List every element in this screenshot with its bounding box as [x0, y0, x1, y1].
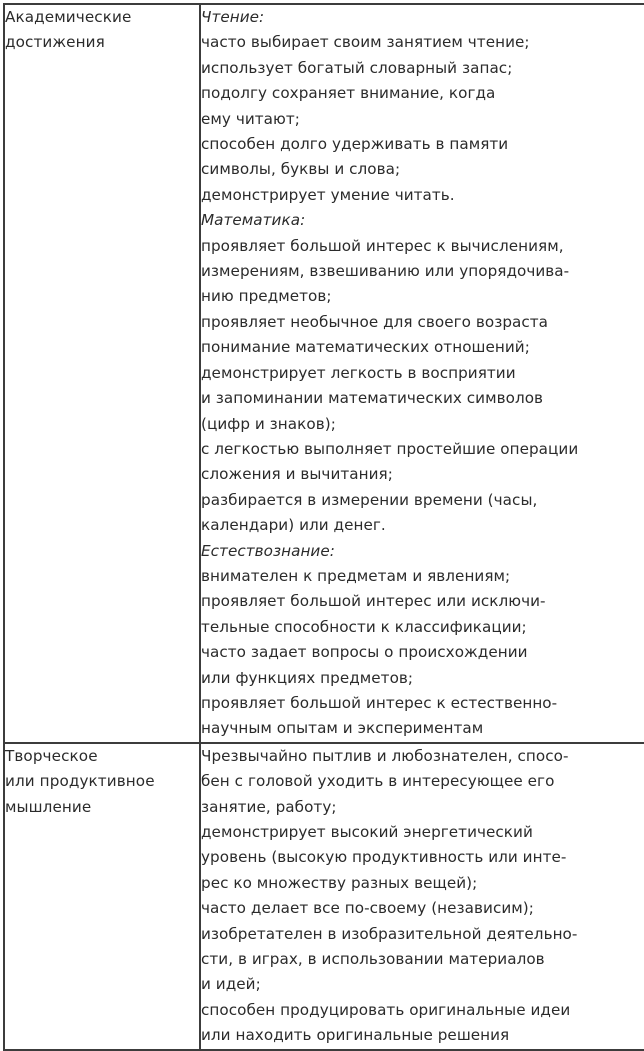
category-content-cell-academic [200, 4, 644, 743]
criterion-line: ему читают; [201, 109, 300, 128]
criterion-line: измерениям, взвешиванию или упорядочива- [201, 262, 570, 281]
table-body [4, 4, 644, 1050]
criterion-line: проявляет большой интерес к вычислениям, [201, 236, 564, 255]
criterion-line: или находить оригинальные решения [201, 1026, 510, 1045]
category-label-cell-academic [4, 4, 200, 743]
criterion-line: часто задает вопросы о происхождении [201, 643, 528, 662]
criterion-line: понимание математических отношений; [201, 338, 530, 357]
table-row [4, 743, 644, 1050]
category-label-academic [5, 5, 199, 56]
label-line: Творческое [5, 746, 98, 765]
category-label-cell-creative [4, 743, 200, 1050]
subject-subheading: Естествознание: [201, 541, 335, 560]
criterion-line: демонстрирует легкость в восприятии [201, 363, 516, 382]
label-line: мышление [5, 797, 92, 816]
criterion-line: часто делает все по-своему (независим); [201, 899, 534, 918]
criterion-line: бен с головой уходить в интересующее его [201, 772, 555, 791]
label-line: Академические [5, 8, 132, 26]
criterion-line: и идей; [201, 975, 261, 994]
criterion-line: Чрезвычайно пытлив и любознателен, спосо- [201, 746, 569, 765]
criterion-line: демонстрирует умение читать. [201, 185, 455, 204]
criterion-line: символы, буквы и слова; [201, 160, 401, 179]
criterion-line: использует богатый словарный запас; [201, 58, 513, 77]
category-content-creative [201, 744, 644, 1049]
label-line: достижения [5, 33, 105, 52]
criterion-line: тельные способности к классификации; [201, 617, 527, 636]
criterion-line: занятие, работу; [201, 797, 337, 816]
criterion-line: часто выбирает своим занятием чтение; [201, 33, 530, 52]
criterion-line: способен долго удерживать в памяти [201, 135, 509, 154]
criterion-line: проявляет большой интерес или исключи- [201, 592, 546, 611]
criterion-line: с легкостью выполняет простейшие операции [201, 439, 579, 458]
category-content-academic [201, 5, 644, 742]
criterion-line: демонстрирует высокий энергетический [201, 823, 533, 841]
criterion-line: внимателен к предметам и явлениям; [201, 566, 511, 585]
criterion-line: проявляет большой интерес к естественно- [201, 693, 558, 712]
criterion-line: или функциях предметов; [201, 668, 414, 687]
criterion-line: и запоминании математических символов [201, 389, 544, 408]
criterion-line: рес ко множеству разных вещей); [201, 873, 478, 892]
criterion-line: нию предметов; [201, 287, 332, 306]
criterion-line: уровень (высокую продуктивность или инте- [201, 848, 567, 867]
criterion-line: сложения и вычитания; [201, 465, 393, 484]
criterion-line: способен продуцировать оригинальные идеи [201, 1000, 571, 1019]
category-label-creative [5, 744, 199, 820]
label-line: или продуктивное [5, 772, 155, 791]
criterion-line: календари) или денег. [201, 516, 386, 535]
criterion-line: (цифр и знаков); [201, 414, 336, 433]
criterion-line: сти, в играх, в использовании материалов [201, 950, 545, 969]
criterion-line: подолгу сохраняет внимание, когда [201, 84, 496, 103]
criterion-line: проявляет необычное для своего возраста [201, 312, 549, 331]
criterion-line: изобретателен в изобразительной деятельно- [201, 924, 578, 943]
subject-subheading: Математика: [201, 211, 306, 230]
criteria-table [3, 3, 644, 1051]
category-content-cell-creative [200, 743, 644, 1050]
subject-subheading: Чтение: [201, 8, 265, 26]
criterion-line: научным опытам и экспериментам [201, 719, 484, 738]
table-row [4, 4, 644, 743]
criterion-line: разбирается в измерении времени (часы, [201, 490, 538, 509]
